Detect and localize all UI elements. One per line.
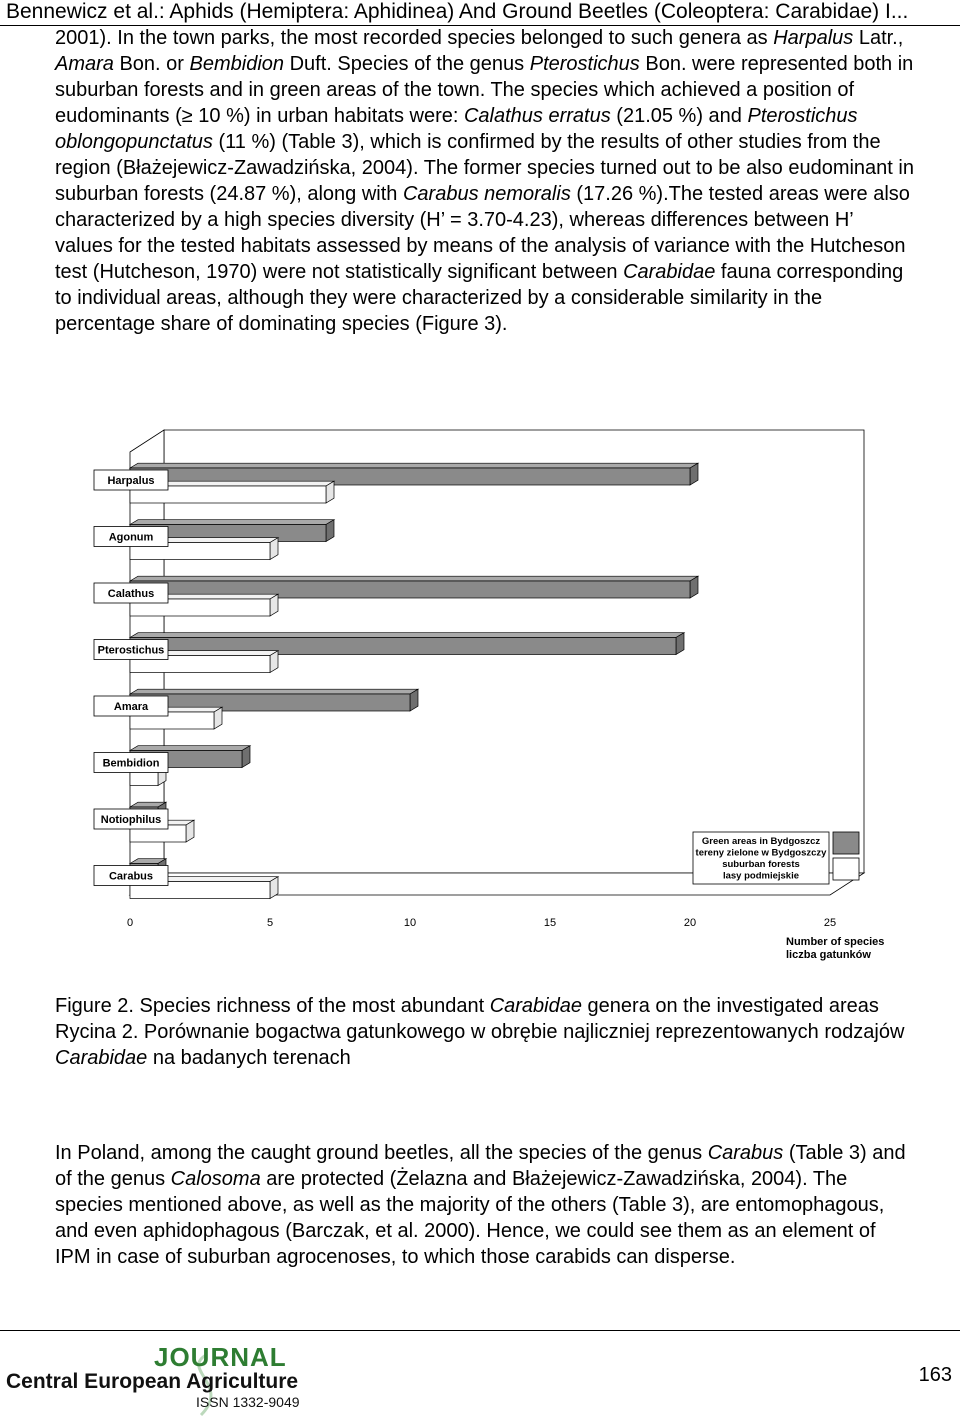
italic-term: Carabus nemoralis [402,183,571,205]
logo-journal-text: JOURNAL [154,1342,287,1372]
text-run: (11 %) (Table 3), which is confirmed by the results of other studies from the region (Błażejewicz-Zawadzińska, 2004). The former species turned out to be also eudominant in suburban forests (24.87 %), along with [55,131,914,205]
category-label: Carabus [108,870,154,883]
category-label: Notiophilus [100,814,162,826]
category-label: Pterostichus [97,644,165,657]
italic-term: Calosoma [170,1168,261,1190]
legend-swatch-green-areas [833,832,859,854]
x-tick-label: 15 [543,917,557,929]
italic-term: Carabidae [489,995,582,1017]
x-axis-label: liczba gatunków [786,949,871,961]
italic-term: Pterostichus [529,53,640,75]
italic-term: Carabidae [55,1047,148,1069]
legend-swatch-suburban-forests [833,858,859,880]
x-tick-label: 0 [126,917,134,929]
text-run: In Poland, among the caught ground beetles, all the species of the genus [55,1142,708,1164]
italic-term: Calathus erratus [463,105,611,127]
category-label: Bembidion [102,757,160,770]
body-paragraph-2 [55,1140,915,1270]
category-label: Calathus [107,588,155,600]
x-axis-label: Number of species [786,936,885,948]
journal-logo [6,1342,336,1412]
footer-rule [0,1330,960,1331]
text-run: Duft. Species of the genus [284,53,530,75]
x-tick-label: 5 [266,917,274,929]
running-head: Bennewicz et al.: Aphids (Hemiptera: Aphidinea) And Ground Beetles (Coleoptera: Carabidae) I... [6,0,909,23]
text-run: fauna corresponding to individual areas, although they were characterized by a considerable similarity in the percentage share of dominating species (Figure 3). [55,261,904,335]
x-tick-label: 10 [403,917,417,929]
italic-term: Pterostichus oblongopunctatus [55,105,858,153]
legend-entry: tereny zielone w Bydgoszczy [695,847,827,859]
italic-term: Amara [55,53,114,75]
category-label: Amara [113,701,149,713]
italic-term: Carabus [707,1142,784,1164]
text-run: Latr., [853,27,904,49]
text-run: genera on the investigated areas [581,995,879,1017]
text-run: na badanych terenach [147,1047,351,1069]
text-run: (Table 3) and of the genus [55,1142,906,1190]
logo-issn: ISSN 1332-9049 [196,1394,300,1410]
body-paragraph-1 [55,25,915,337]
category-label: Agonum [108,531,154,544]
figure-caption [55,993,915,1071]
text-run: Bon. or [113,53,190,75]
italic-term: Carabidae [623,261,716,283]
text-run: Bon. were represented both in suburban forests and in green areas of the town. The species which achieved a position of eudominants (≥ 10 %) in urban habitats were: [55,53,914,127]
logo-journal-name: Central European Agriculture [6,1370,299,1393]
text-run: Rycina 2. Porównanie bogactwa gatunkowego w obrębie najliczniej reprezentowanych rodzajów [55,1021,905,1043]
figure-caption-polish [55,1019,915,1071]
text-run: Figure 2. Species richness of the most abundant [55,995,490,1017]
italic-term: Harpalus [773,27,854,49]
page-number: 163 [918,1364,952,1386]
carabidae-genera-chart [0,420,960,980]
text-run: (21.05 %) and [610,105,748,127]
text-run: (17.26 %).The tested areas were also characterized by a high species diversity (H’ = 3.70-4.23), whereas differences between H’ values for the tested habitats assessed by means of the analysis of variance with the Hutcheson test (Hutcheson, 1970) were not statistically significant between [55,183,910,283]
italic-term: Bembidion [189,53,285,75]
legend-entry: lasy podmiejskie [722,870,800,882]
x-tick-label: 20 [683,917,697,929]
text-run: are protected (Żelazna and Błażejewicz-Zawadzińska, 2004). The species mentioned above, as well as the majority of the others (Table 3), are entomophagous, and even aphidophagous (Barczak, et al. 2000). Hence, we could see them as an element of IPM in case of suburban agrocenoses, to which those carabids can disperse. [55,1168,885,1268]
category-label: Harpalus [107,475,155,487]
text-run: 2001). In the town parks, the most recorded species belonged to such genera as [55,27,774,49]
x-tick-label: 25 [823,917,837,929]
figure-caption-english [55,993,915,1019]
legend-entry: Green areas in Bydgoszcz [701,836,821,847]
legend-entry: suburban forests [722,859,800,870]
